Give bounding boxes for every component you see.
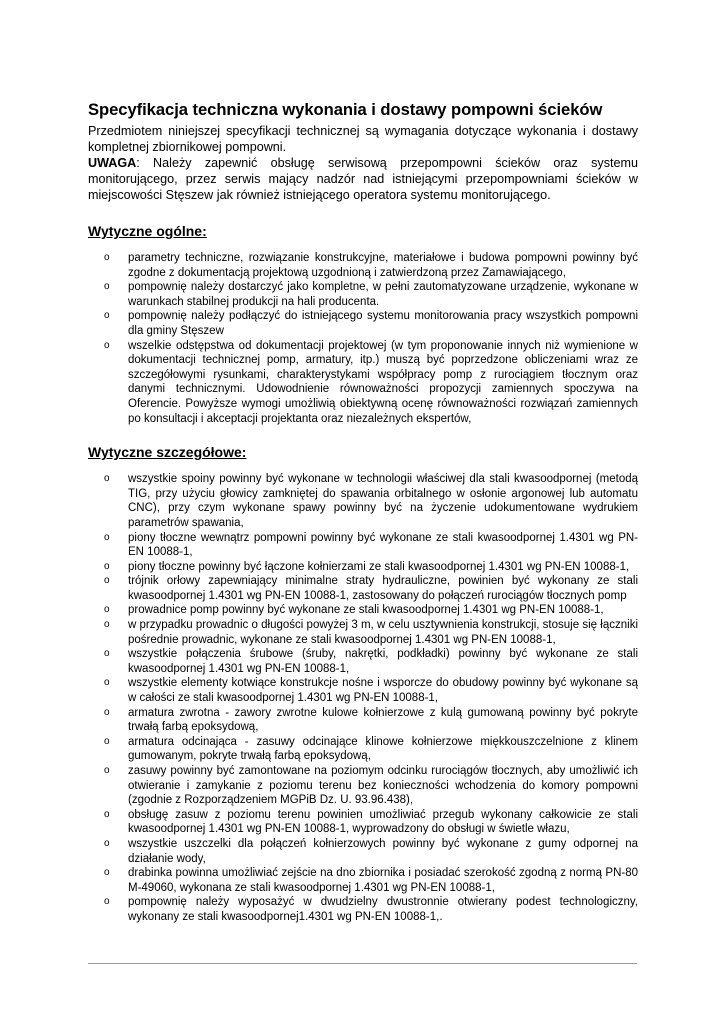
list-item <box>88 764 638 808</box>
bullet-marker: o <box>104 604 110 616</box>
list-item-text: obsługę zasuw z poziomu terenu powinien umożliwiać przegub wykonany całkowicie ze stali kwasoodpornej 1.4301 wg PN-EN 10088-1, wyprowadzony do obsługi w świetle włazu, <box>128 808 638 836</box>
list-item <box>88 531 638 560</box>
list-item-text: pompownię należy dostarczyć jako kompletne, w pełni zautomatyzowane urządzenie, wykonane w warunkach stabilnej produkcji na hali producenta. <box>128 281 638 308</box>
list-item-text: parametry techniczne, rozwiązanie konstrukcyjne, materiałowe i budowa pompowni powinny być zgodne z dokumentacją projektową uzgodnioną i zatwierdzoną przez Zamawiającego, <box>128 252 638 279</box>
footer-divider <box>88 963 637 964</box>
bullet-marker: o <box>104 896 110 908</box>
bullet-marker: o <box>104 765 110 776</box>
list-item <box>88 339 638 427</box>
list-item-text: prowadnice pomp powinny być wykonane ze stali kwasoodpornej 1.4301 wg PN-EN 10088-1, <box>128 604 604 617</box>
list-item-text: wszystkie połączenia śrubowe (śruby, nakrętki, podkładki) powinny być wykonane ze stali kwasoodpornej 1.4301 wg PN-EN 10088-1, <box>128 648 638 675</box>
list-item-text: armatura odcinająca - zasuwy odcinające klinowe kołnierzowe miękkouszczelnione z klinem gumowanym, pokryte trwałą farbą epoksydową, <box>128 735 638 763</box>
list-item <box>88 251 638 280</box>
bullet-marker: o <box>104 706 110 718</box>
list-item <box>88 618 638 647</box>
bullet-marker: o <box>104 252 110 263</box>
bullet-marker: o <box>104 560 110 572</box>
list-item <box>88 309 638 338</box>
list-item-text: zasuwy powinny być zamontowane na poziomym odcinku rurociągów tłocznych, aby umożliwić ich otwieranie i zamykanie z poziomu terenu bez konieczności wchodzenia do komory pompowni (zgodnie z Rozporządzeniem MGPiB Dz. U. 93.96.438), <box>128 765 638 807</box>
list-item-text: w przypadku prowadnic o długości powyżej 3 m, w celu usztywnienia konstrukcji, stosuje się łączniki pośrednie prowadnic, wykonane ze stali kwasoodpornej 1.4301 wg PN-EN 10088-1, <box>128 619 638 646</box>
bullet-marker: o <box>104 473 110 485</box>
warning-text: : Należy zapewnić obsługę serwisową przepompowni ścieków oraz systemu monitorującego, przez serwis mający nadzór nad istniejącymi przepompowniami ścieków w miejscowości Stęszew jak również istniejącego operatora systemu monitorującego. <box>88 156 638 202</box>
detailed-guidelines-list <box>88 472 638 924</box>
list-item-text: wszystkie spoiny powinny być wykonane w technologii właściwej dla stali kwasoodpornej (metodą TIG, przy użyciu głowicy zamkniętej do spawania orbitalnego w osłonie argonowej lub automatu CNC), przy czym wykonane spawy powinny być na życzenie udokumentowane wydrukiem parametrów spawania, <box>128 473 638 529</box>
intro-paragraph: Przedmiotem niniejszej specyfikacji technicznej są wymagania dotyczące wykonania i dostawy kompletnej zbiornikowej pompowni. <box>88 124 638 154</box>
bullet-marker: o <box>104 867 110 879</box>
list-item <box>88 472 638 530</box>
list-item <box>88 808 638 837</box>
general-guidelines-heading: Wytyczne ogólne: <box>88 223 207 239</box>
bullet-marker: o <box>104 648 110 660</box>
document-page <box>88 100 638 925</box>
list-item-text: pompownię należy podłączyć do istniejącego systemu monitorowania pracy wszystkich pompowni dla gminy Stęszew <box>128 310 638 337</box>
list-item <box>88 603 638 618</box>
bullet-marker: o <box>104 677 110 689</box>
list-item <box>88 735 638 764</box>
list-item <box>88 706 638 735</box>
list-item-text: wszystkie uszczelki dla połączeń kołnierzowych powinny być wykonane z gumy odpornej na działanie wody, <box>128 837 638 865</box>
list-item <box>88 676 638 705</box>
list-item <box>88 647 638 676</box>
list-item-text: drabinka powinna umożliwiać zejście na dno zbiornika i posiadać szerokość zgodną z normą PN-80 M-49060, wykonana ze stali kwasoodpornej 1.4301 wg PN-EN 10088-1, <box>128 867 638 894</box>
bullet-marker: o <box>104 339 110 351</box>
list-item <box>88 837 638 866</box>
list-item <box>88 280 638 309</box>
list-item-text: pompownię należy wyposażyć w dwudzielny dwustronnie otwierany podest technologiczny, wykonany ze stali kwasoodpornej1.4301 wg PN-EN 10088-1,. <box>128 896 638 923</box>
bullet-marker: o <box>104 619 110 631</box>
list-item-text: trójnik orłowy zapewniający minimalne straty hydrauliczne, powinien być wykonany ze stali kwasoodpornej 1.4301 wg PN-EN 10088-1, zastosowany do połączeń rurociągów tłocznych pomp <box>128 575 638 602</box>
list-item-text: piony tłoczne wewnątrz pompowni powinny być wykonane ze stali kwasoodpornej 1.4301 wg PN-EN 10088-1, <box>128 531 638 559</box>
document-title: Specyfikacja techniczna wykonania i dostawy pompowni ścieków <box>88 100 603 119</box>
bullet-marker: o <box>104 531 110 543</box>
detailed-guidelines-heading: Wytyczne szczegółowe: <box>88 444 247 461</box>
list-item-text: wszelkie odstępstwa od dokumentacji projektowej (w tym proponowanie innych niż wymienione w dokumentacji technicznej pomp, armatury, itp.) muszą być poprzedzone obliczeniami wraz ze szczegółowymi rysunkami, charakterystykami współpracy pomp z rurociągiem tłocznym oraz danymi technicznymi. Udowodnienie równoważności propozycji zamiennych spoczywa na Oferencie. Powyższe wymogi umożliwią obiektywną ocenę równoważności rozwiązań zamiennych po konsultacji i akceptacji projektanta oraz niezależnych ekspertów, <box>128 339 638 425</box>
bullet-marker: o <box>104 735 110 747</box>
bullet-marker: o <box>104 808 110 820</box>
bullet-marker: o <box>104 310 110 322</box>
warning-paragraph <box>88 155 638 203</box>
list-item-text: armatura zwrotna - zawory zwrotne kulowe kołnierzowe z kulą gumowaną powinny być pokryte trwałą farbą epoksydową, <box>128 706 638 734</box>
bullet-marker: o <box>104 837 110 849</box>
list-item-text: piony tłoczne powinny być łączone kołnierzami ze stali kwasoodpornej 1.4301 wg PN-EN 10088-1, <box>128 560 630 573</box>
general-guidelines-list <box>88 251 638 426</box>
bullet-marker: o <box>104 575 110 587</box>
warning-label: UWAGA <box>88 156 137 170</box>
list-item <box>88 574 638 603</box>
list-item <box>88 866 638 895</box>
list-item-text: wszystkie elementy kotwiące konstrukcje nośne i wsporcze do obudowy powinny być wykonane są w całości ze stali kwasoodpornej 1.4301 wg PN-EN 10088-1, <box>128 677 638 705</box>
bullet-marker: o <box>104 281 110 293</box>
list-item <box>88 560 638 575</box>
list-item <box>88 895 638 924</box>
